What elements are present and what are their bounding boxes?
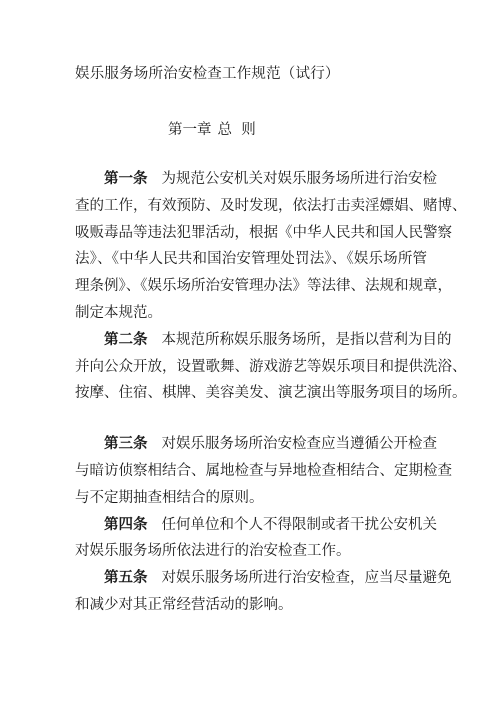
article-line: 第五条 对娱乐服务场所进行治安检查，应当尽量避免	[104, 570, 452, 587]
article-number: 第一条	[104, 171, 148, 187]
article-line: 与暗访侦察相结合、属地检查与异地检查相结合、定期检查	[75, 462, 452, 479]
chapter-heading	[168, 118, 256, 139]
article-number: 第二条	[104, 331, 148, 348]
document-title: 娱乐服务场所治安检查工作规范（试行）	[75, 66, 340, 82]
article-3	[75, 431, 452, 511]
paragraph-gap	[75, 407, 427, 431]
article-line: 第二条 本规范所称娱乐服务场所，是指以营利为目的	[104, 331, 452, 348]
article-line: 第四条 任何单位和个人不得限制或者干扰公安机关	[104, 516, 437, 533]
article-line: 第一条 为规范公安机关对娱乐服务场所进行治安检	[104, 171, 437, 187]
article-line: 查的工作，有效预防、及时发现，依法打击卖淫嫖娼、赌博、	[75, 197, 467, 214]
chapter-number: 第一章	[168, 122, 212, 138]
article-4	[75, 512, 437, 566]
article-line: 第三条 对娱乐服务场所治安检查应当遵循公开检查	[104, 436, 437, 453]
article-number: 第五条	[104, 570, 148, 587]
article-line: 按摩、住宿、棋牌、美容美发、演艺演出等服务项目的场所。	[75, 385, 467, 402]
article-2	[75, 327, 467, 407]
article-1	[75, 166, 467, 327]
article-number: 第四条	[104, 516, 148, 533]
chapter-name: 总 则	[217, 122, 256, 138]
article-line: 理条例》、《娱乐场所治安管理办法》等法律、法规和规章，	[75, 278, 452, 295]
document-body	[75, 166, 467, 619]
article-number: 第三条	[104, 436, 148, 453]
article-line: 吸贩毒品等违法犯罪活动，根据《中华人民共和国人民警察	[75, 224, 452, 241]
article-line: 和减少对其正常经营活动的影响。	[75, 596, 293, 613]
article-line: 制定本规范。	[75, 304, 162, 321]
article-line: 法》、《中华人民共和国治安管理处罚法》、《娱乐场所管	[75, 251, 427, 268]
article-line: 并向公众开放，设置歌舞、游戏游艺等娱乐项目和提供洗浴、	[75, 358, 467, 375]
article-5	[75, 565, 452, 619]
article-line: 与不定期抽查相结合的原则。	[75, 489, 264, 506]
article-line: 对娱乐服务场所依法进行的治安检查工作。	[75, 543, 351, 560]
